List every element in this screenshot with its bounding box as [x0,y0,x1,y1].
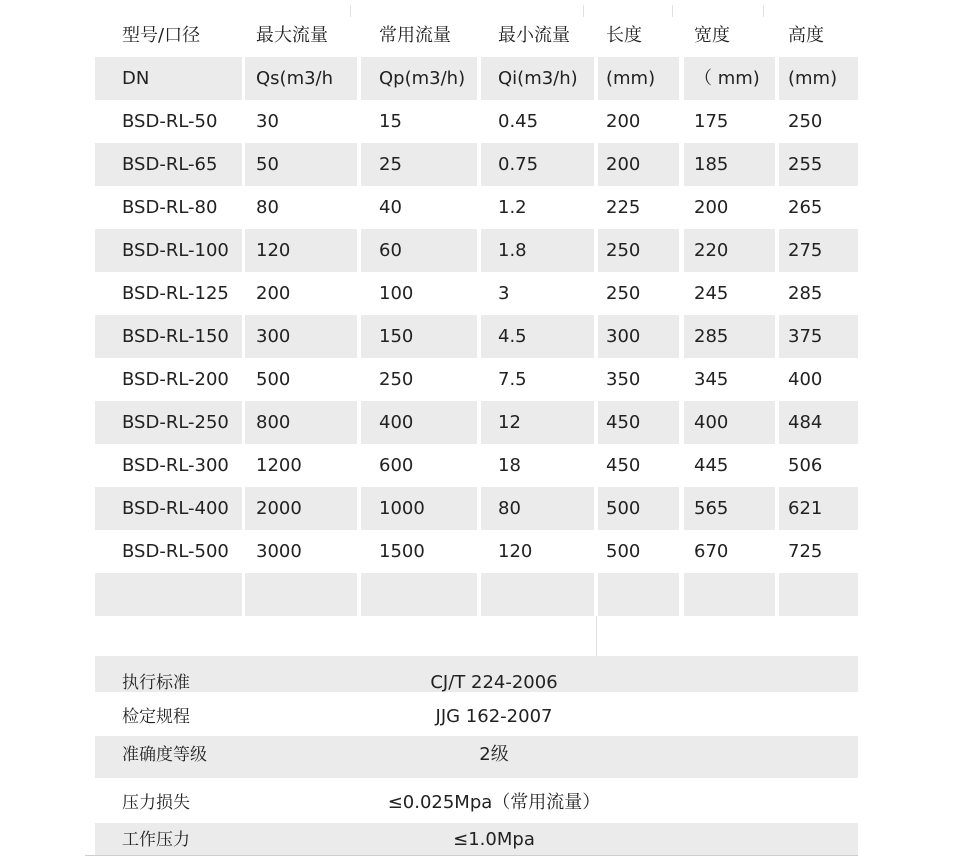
model-cell: BSD-RL-125 [122,283,229,304]
table-cell: 621 [779,487,858,530]
model-cell: BSD-RL-65 [95,143,242,186]
table-cell [684,573,775,616]
table-cell: 275 [779,229,858,272]
table-cell [361,573,477,616]
table-cell: 285 [684,315,775,358]
table-cell: 80 [481,487,594,530]
standard-row [95,784,858,822]
table-cell: 25 [361,143,477,186]
table-row [95,401,858,444]
header-nominal-flow: 常用流量 [379,25,451,46]
table-cell: 506 [788,455,823,476]
table-cell: 285 [788,283,823,304]
table-cell [598,573,679,616]
model-cell: BSD-RL-500 [122,541,229,562]
table-cell: 4.5 [481,315,594,358]
table-row [95,272,858,315]
table-row [95,530,858,573]
model-cell: BSD-RL-100 [95,229,242,272]
table-cell: 250 [379,369,414,390]
model-cell: BSD-RL-400 [95,487,242,530]
table-cell: 445 [694,455,729,476]
table-cell: 120 [498,541,533,562]
table-cell: 670 [694,541,729,562]
standard-row [95,823,858,855]
standard-value: ≤0.025Mpa（常用流量） [387,792,601,813]
header-max-flow: 最大流量 [256,25,328,46]
table-cell: 375 [779,315,858,358]
table-cell: 30 [256,111,279,132]
standard-label: 工作压力 [122,830,190,850]
model-cell: BSD-RL-50 [122,111,218,132]
table-cell: 200 [256,283,291,304]
header-min-flow: 最小流量 [498,25,570,46]
table-cell: 350 [606,369,641,390]
table-cell: 200 [598,143,679,186]
table-cell: 12 [481,401,594,444]
table-cell: 1000 [361,487,477,530]
table-cell: 1500 [379,541,425,562]
table-cell: 345 [694,369,729,390]
bottom-divider [85,855,858,856]
table-cell: 300 [598,315,679,358]
table-cell: 120 [245,229,357,272]
table-cell: 500 [606,541,641,562]
table-cell: 150 [361,315,477,358]
table-cell: 1.8 [481,229,594,272]
table-cell: 200 [606,111,641,132]
table-cell: 2000 [245,487,357,530]
table-cell: 18 [498,455,521,476]
table-cell [95,573,242,616]
table-cell: 220 [684,229,775,272]
table-cell: 255 [779,143,858,186]
standard-row [95,736,858,778]
table-cell: 800 [245,401,357,444]
table-cell: 450 [598,401,679,444]
table-cell: 100 [379,283,414,304]
standard-value: CJ/T 224-2006 [430,672,558,693]
table-cell: 250 [788,111,823,132]
header-model: 型号/口径 [122,25,201,46]
table-cell: 7.5 [498,369,527,390]
column-divider [596,616,597,656]
unit-width: （ mm) [684,57,775,100]
table-cell: 60 [361,229,477,272]
table-row [95,358,858,401]
standard-label: 执行标准 [122,673,190,693]
unit-dn: DN [95,57,242,100]
model-cell: BSD-RL-200 [122,369,229,390]
table-cell [481,573,594,616]
table-row [95,100,858,143]
table-cell: 500 [598,487,679,530]
unit-qs: Qs(m3/h [245,57,357,100]
unit-qp: Qp(m3/h) [361,57,477,100]
table-cell: 450 [606,455,641,476]
table-cell: 3 [498,283,510,304]
table-row [95,143,858,186]
table-cell: 80 [256,197,279,218]
empty-row [95,573,858,616]
table-cell: 15 [379,111,402,132]
standard-row [95,656,858,692]
table-cell: 600 [379,455,414,476]
unit-length: (mm) [598,57,679,100]
model-cell: BSD-RL-150 [95,315,242,358]
header-height: 高度 [788,25,824,46]
standard-label: 压力损失 [122,793,190,813]
table-cell: 300 [245,315,357,358]
model-cell: BSD-RL-80 [122,197,218,218]
header-width: 宽度 [694,25,730,46]
table-cell: 200 [694,197,729,218]
table-body [95,100,858,573]
table-row [95,487,858,530]
table-cell: 3000 [256,541,302,562]
table-cell: 250 [598,229,679,272]
table-row [95,186,858,229]
standard-value: 2级 [479,744,509,765]
table-cell: 50 [245,143,357,186]
table-cell [779,573,858,616]
table-row [95,315,858,358]
header-length: 长度 [606,25,642,46]
units-row [95,57,858,100]
spec-table [95,14,858,573]
table-cell: 565 [684,487,775,530]
table-cell: 225 [606,197,641,218]
standard-label: 准确度等级 [122,745,207,765]
model-cell: BSD-RL-250 [95,401,242,444]
table-cell: 175 [694,111,729,132]
standard-value: JJG 162-2007 [435,706,553,727]
table-cell: 40 [379,197,402,218]
header-row [95,14,858,57]
table-row [95,444,858,487]
table-cell: 1.2 [498,197,527,218]
table-cell: 0.45 [498,111,539,132]
table-cell: 0.75 [481,143,594,186]
table-row [95,229,858,272]
standard-row [95,698,858,736]
table-cell: 245 [694,283,729,304]
table-cell: 500 [256,369,291,390]
table-cell: 400 [684,401,775,444]
table-cell: 250 [606,283,641,304]
standard-label: 检定规程 [122,707,190,727]
table-cell: 400 [361,401,477,444]
table-cell: 1200 [256,455,302,476]
model-cell: BSD-RL-300 [122,455,229,476]
table-cell [245,573,357,616]
unit-qi: Qi(m3/h) [481,57,594,100]
table-cell: 484 [779,401,858,444]
table-cell: 400 [788,369,823,390]
unit-height: (mm) [779,57,858,100]
table-cell: 185 [684,143,775,186]
standard-value: ≤1.0Mpa [453,829,535,850]
table-cell: 265 [788,197,823,218]
table-cell: 725 [788,541,823,562]
